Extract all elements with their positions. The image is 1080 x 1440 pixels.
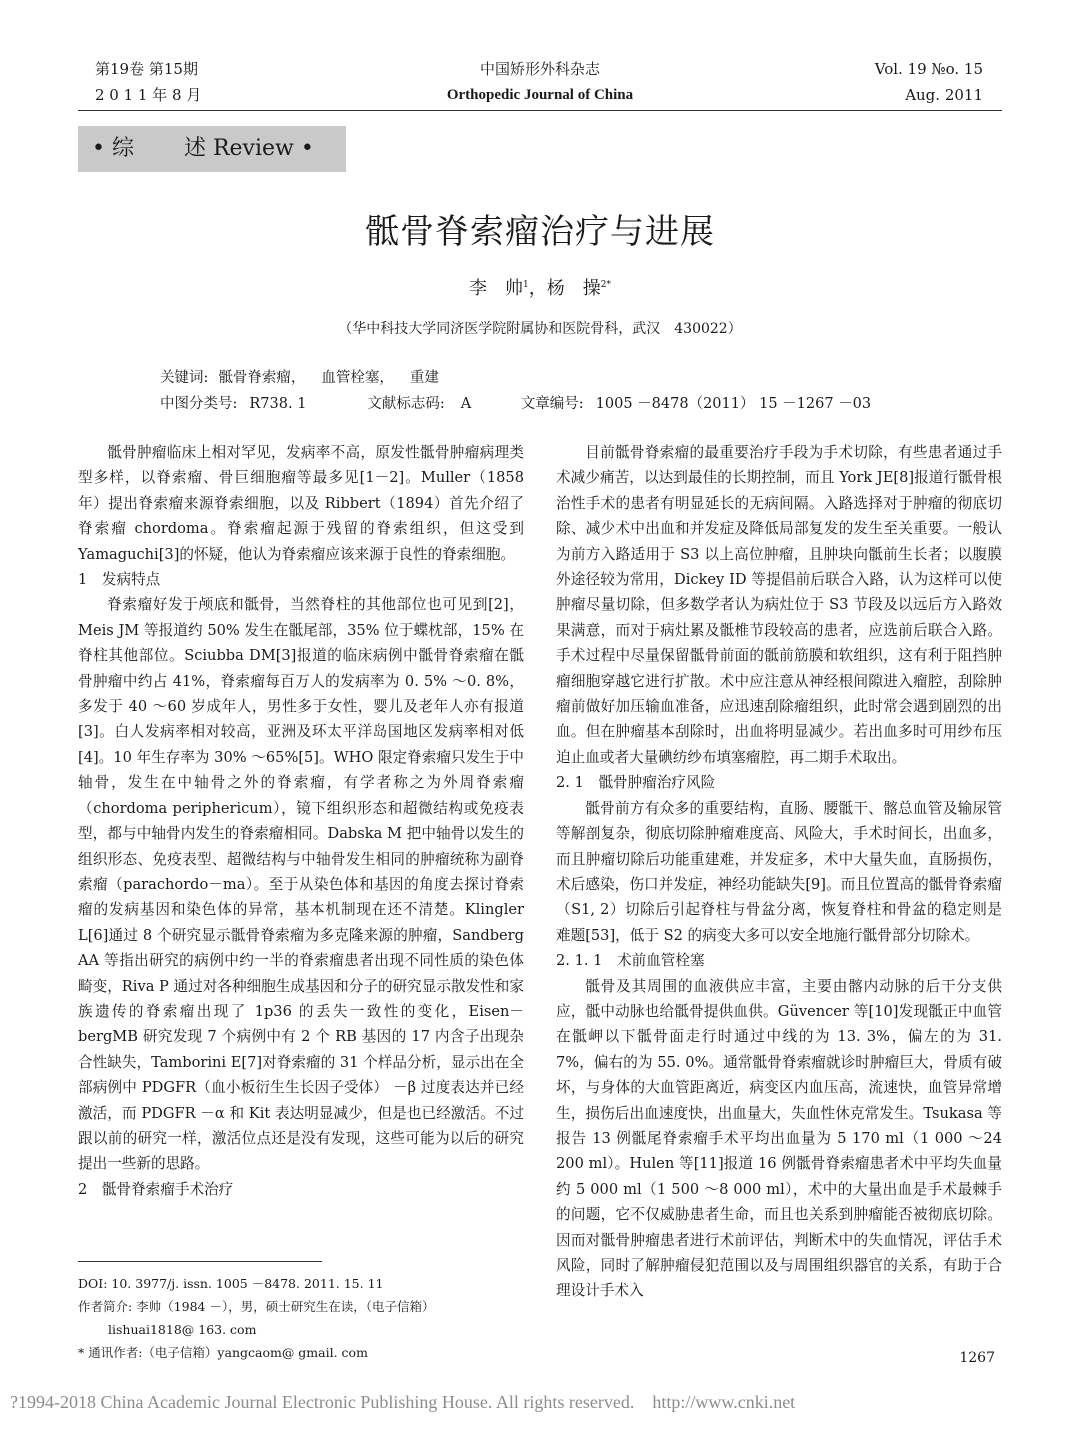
keyword-3: 重建 <box>409 370 439 386</box>
affiliation: （华中科技大学同济医学院附属协和医院骨科，武汉 430022） <box>338 321 742 337</box>
header-rule <box>78 110 1002 111</box>
author-1: 李 帅 <box>469 278 524 299</box>
footnotes <box>78 1272 524 1364</box>
article-title: 骶骨脊索瘤治疗与进展 <box>365 212 715 252</box>
volume-issue-en: Vol. 19 №o. 15 <box>874 60 983 78</box>
copyright-watermark: ?1994-2018 China Academic Journal Electronic Publishing House. All rights reserved. http://www.cnki.net <box>10 1392 796 1412</box>
author-2: 杨 操 <box>546 278 601 299</box>
body-column-right <box>556 440 1002 1304</box>
doi: DOI: 10. 3977/j. issn. 1005 －8478. 2011. 15. 11 <box>78 1276 384 1291</box>
body-column-left <box>78 440 524 1202</box>
page-number: 1267 <box>959 1350 995 1366</box>
section-heading: 2 骶骨脊索瘤手术治疗 <box>78 1180 234 1198</box>
paragraph: 脊索瘤好发于颅底和骶骨，当然脊柱的其他部位也可见到[2]，Meis JM 等报道约 50% 发生在骶尾部，35% 位于蝶枕部，15% 在脊柱其他部位。Sciubba DM[3]报道的临床病例中骶骨脊索瘤在骶骨肿瘤中约占 41%，脊索瘤每百万人的发病率为 0. 5% ～0. 8%，多发于 40 ～60 岁成年人，男性多于女性，婴儿及老年人亦有报道[3]。白人发病率相对较高，亚洲及环太平洋岛国地区发病率相对低[4]。10 年生存率为 30% ～65%[5]。WHO 限定脊索瘤只发生于中轴骨，发生在中轴骨之外的脊索瘤，有学者称之为外周脊索瘤（chordoma periphericum），镜下组织形态和超微结构或免疫表型，都与中轴骨内发生的脊索瘤相同。Dabska M 把中轴骨以发生的组织形态、免疫表型、超微结构与中轴骨发生相同的肿瘤统称为副脊索瘤（parachordo－ma）。至于从染色体和基因的角度去探讨脊索瘤的发病基因和染色体的异常，基本机制现在还不清楚。Klingler L[6]通过 8 个研究显示骶骨脊索瘤为多克隆来源的肿瘤，Sandberg AA 等指出研究的病例中约一半的脊索瘤患者出现不同性质的染色体畸变，Riva P 通过对各种细胞生成基因和分子的研究显示散发性和家族遗传的脊索瘤出现了 1p36 的丢失一致性的变化，Eisen－bergMB 研究发现 7 个病例中有 2 个 RB 基因的 17 内含子出现杂合性缺失，Tamborini E[7]对脊索瘤的 31 个样品分析，显示出在全部病例中 PDGFR（血小板衍生生长因子受体） －β 过度表达并已经激活，而 PDGFR －α 和 Kit 表达明显减少，但是也已经激活。不过跟以前的研究一样，激活位点还是没有发现，这些可能为以后的研究提出一些新的思路。 <box>78 596 524 1173</box>
clc-label: 中图分类号: <box>160 396 238 412</box>
running-header-right <box>875 56 983 108</box>
keyword-1: 骶骨脊索瘤， <box>218 370 306 386</box>
journal-name-en: Orthopedic Journal of China <box>446 87 634 103</box>
paragraph: 骶骨前方有众多的重要结构，直肠、腰骶干、髂总血管及输尿管等解剖复杂，彻底切除肿瘤难度高、风险大，手术时间长，出血多，而且肿瘤切除后功能重建难，并发症多，术中大量失血，直肠损伤，术后感染，伤口并发症，神经功能缺失[9]。而且位置高的骶骨脊索瘤（S1, 2）切除后引起脊柱与骨盆分离，恢复脊柱和骨盆的稳定则是难题[53]，低于 S2 的病变大多可以安全地施行骶骨部分切除术。 <box>556 799 1002 944</box>
section-label <box>78 126 346 172</box>
doc-code-label: 文献标志码: <box>367 396 445 412</box>
date-cn: 2 0 1 1 年 8 月 <box>95 86 202 104</box>
volume-issue-cn: 第19卷 第15期 <box>95 60 198 78</box>
section-label-right: 述 Review • <box>183 136 314 161</box>
footnote-rule <box>78 1261 322 1262</box>
subsection-heading: 2. 1 骶骨肿瘤治疗风险 <box>556 774 716 792</box>
article-no-value: 1005 －8478（2011） 15 －1267 －03 <box>595 396 872 412</box>
author-2-affil: 2* <box>600 280 611 290</box>
corresponding-author: * 通讯作者:（电子信箱）yangcaom@ gmail. com <box>78 1345 368 1360</box>
keywords-line <box>160 366 439 387</box>
date-en: Aug. 2011 <box>905 86 983 104</box>
article-no-label: 文章编号: <box>520 396 584 412</box>
doc-code-value: A <box>460 396 472 412</box>
author-1-affil: 1 <box>523 280 529 290</box>
author-email: lishuai1818@ 163. com <box>108 1322 257 1337</box>
author-separator: ， <box>528 278 547 299</box>
paragraph: 骶骨及其周围的血液供应丰富，主要由髂内动脉的后干分支供应，骶中动脉也给骶骨提供血供。Güvencer 等[10]发现骶正中血管在骶岬以下骶骨面走行时通过中线的为 13. 3%，偏左的为 31. 7%，偏右的为 55. 0%。通常骶骨脊索瘤就诊时肿瘤巨大，骨质有破坏，与身体的大血管距离近，病变区内血压高，流速快，血管异常增生，损伤后出血速度快，出血量大，失血性休克常发生。Tsukasa 等报告 13 例骶尾脊索瘤手术平均出血量为 5 170 ml（1 000 ～24 200 ml）。Hulen 等[11]报道 16 例骶骨脊索瘤患者术中平均失血量约 5 000 ml（1 500 ～8 000 ml），术中的大量出血是手术最棘手的问题，它不仅威胁患者生命，而且也关系到肿瘤能否被彻底切除。因而对骶骨肿瘤患者进行术前评估，判断术中的失血情况，评估手术风险，同时了解肿瘤侵犯范围以及与周围组织器官的关系，有助于合理设计手术入 <box>556 977 1002 1300</box>
keywords-label: 关键词: <box>160 370 209 386</box>
paragraph: 骶骨肿瘤临床上相对罕见，发病率不高，原发性骶骨肿瘤病理类型多样，以脊索瘤、骨巨细胞瘤等最多见[1－2]。Muller（1858 年）提出脊索瘤来源脊索细胞，以及 Ribbert（1894）首先介绍了脊索瘤 chordoma。脊索瘤起源于残留的脊索组织，但这受到 Yamaguchi[3]的怀疑，他认为脊索瘤应该来源于良性的脊索细胞。 <box>78 444 524 563</box>
paragraph: 目前骶骨脊索瘤的最重要治疗手段为手术切除，有些患者通过手术减少痛苦，以达到最佳的长期控制，而且 York JE[8]报道行骶骨根治性手术的患者有明显延长的无病间隔。入路选择对于肿瘤的彻底切除、减少术中出血和并发症及降低局部复发的发生至关重要。一般认为前方入路适用于 S3 以上高位肿瘤，且肿块向骶前生长者；以腹膜外途径较为常用，Dickey ID 等提倡前后联合入路，认为这样可以使肿瘤尽量切除，但多数学者认为病灶位于 S3 节段及以远后方入路效果满意，而对于病灶累及骶椎节段较高的患者，应选前后联合入路。手术过程中尽量保留骶骨前面的骶前筋膜和软组织，这有利于阻挡肿瘤细胞穿越它进行扩散。术中应注意从神经根间隙进入瘤腔，刮除肿瘤前做好加压输血准备，应迅速刮除瘤组织，此时常会遇到剧烈的出血。但在肿瘤基本刮除时，出血将明显减少。若出血多时可用纱布压迫止血或者大量碘纺纱布填塞瘤腔，再二期手术取出。 <box>556 444 1002 766</box>
clc-value: R738. 1 <box>249 396 307 412</box>
section-heading: 1 发病特点 <box>78 571 161 589</box>
author-line <box>0 274 1080 300</box>
author-bio: 作者简介: 李帅（1984 －），男，硕士研究生在读，（电子信箱） <box>78 1299 435 1314</box>
journal-name-cn: 中国矫形外科杂志 <box>479 60 600 78</box>
classification-line <box>160 392 871 413</box>
section-label-left: • 综 <box>92 136 134 161</box>
subsubsection-heading: 2. 1. 1 术前血管栓塞 <box>556 952 705 970</box>
keyword-2: 血管栓塞， <box>321 370 394 386</box>
